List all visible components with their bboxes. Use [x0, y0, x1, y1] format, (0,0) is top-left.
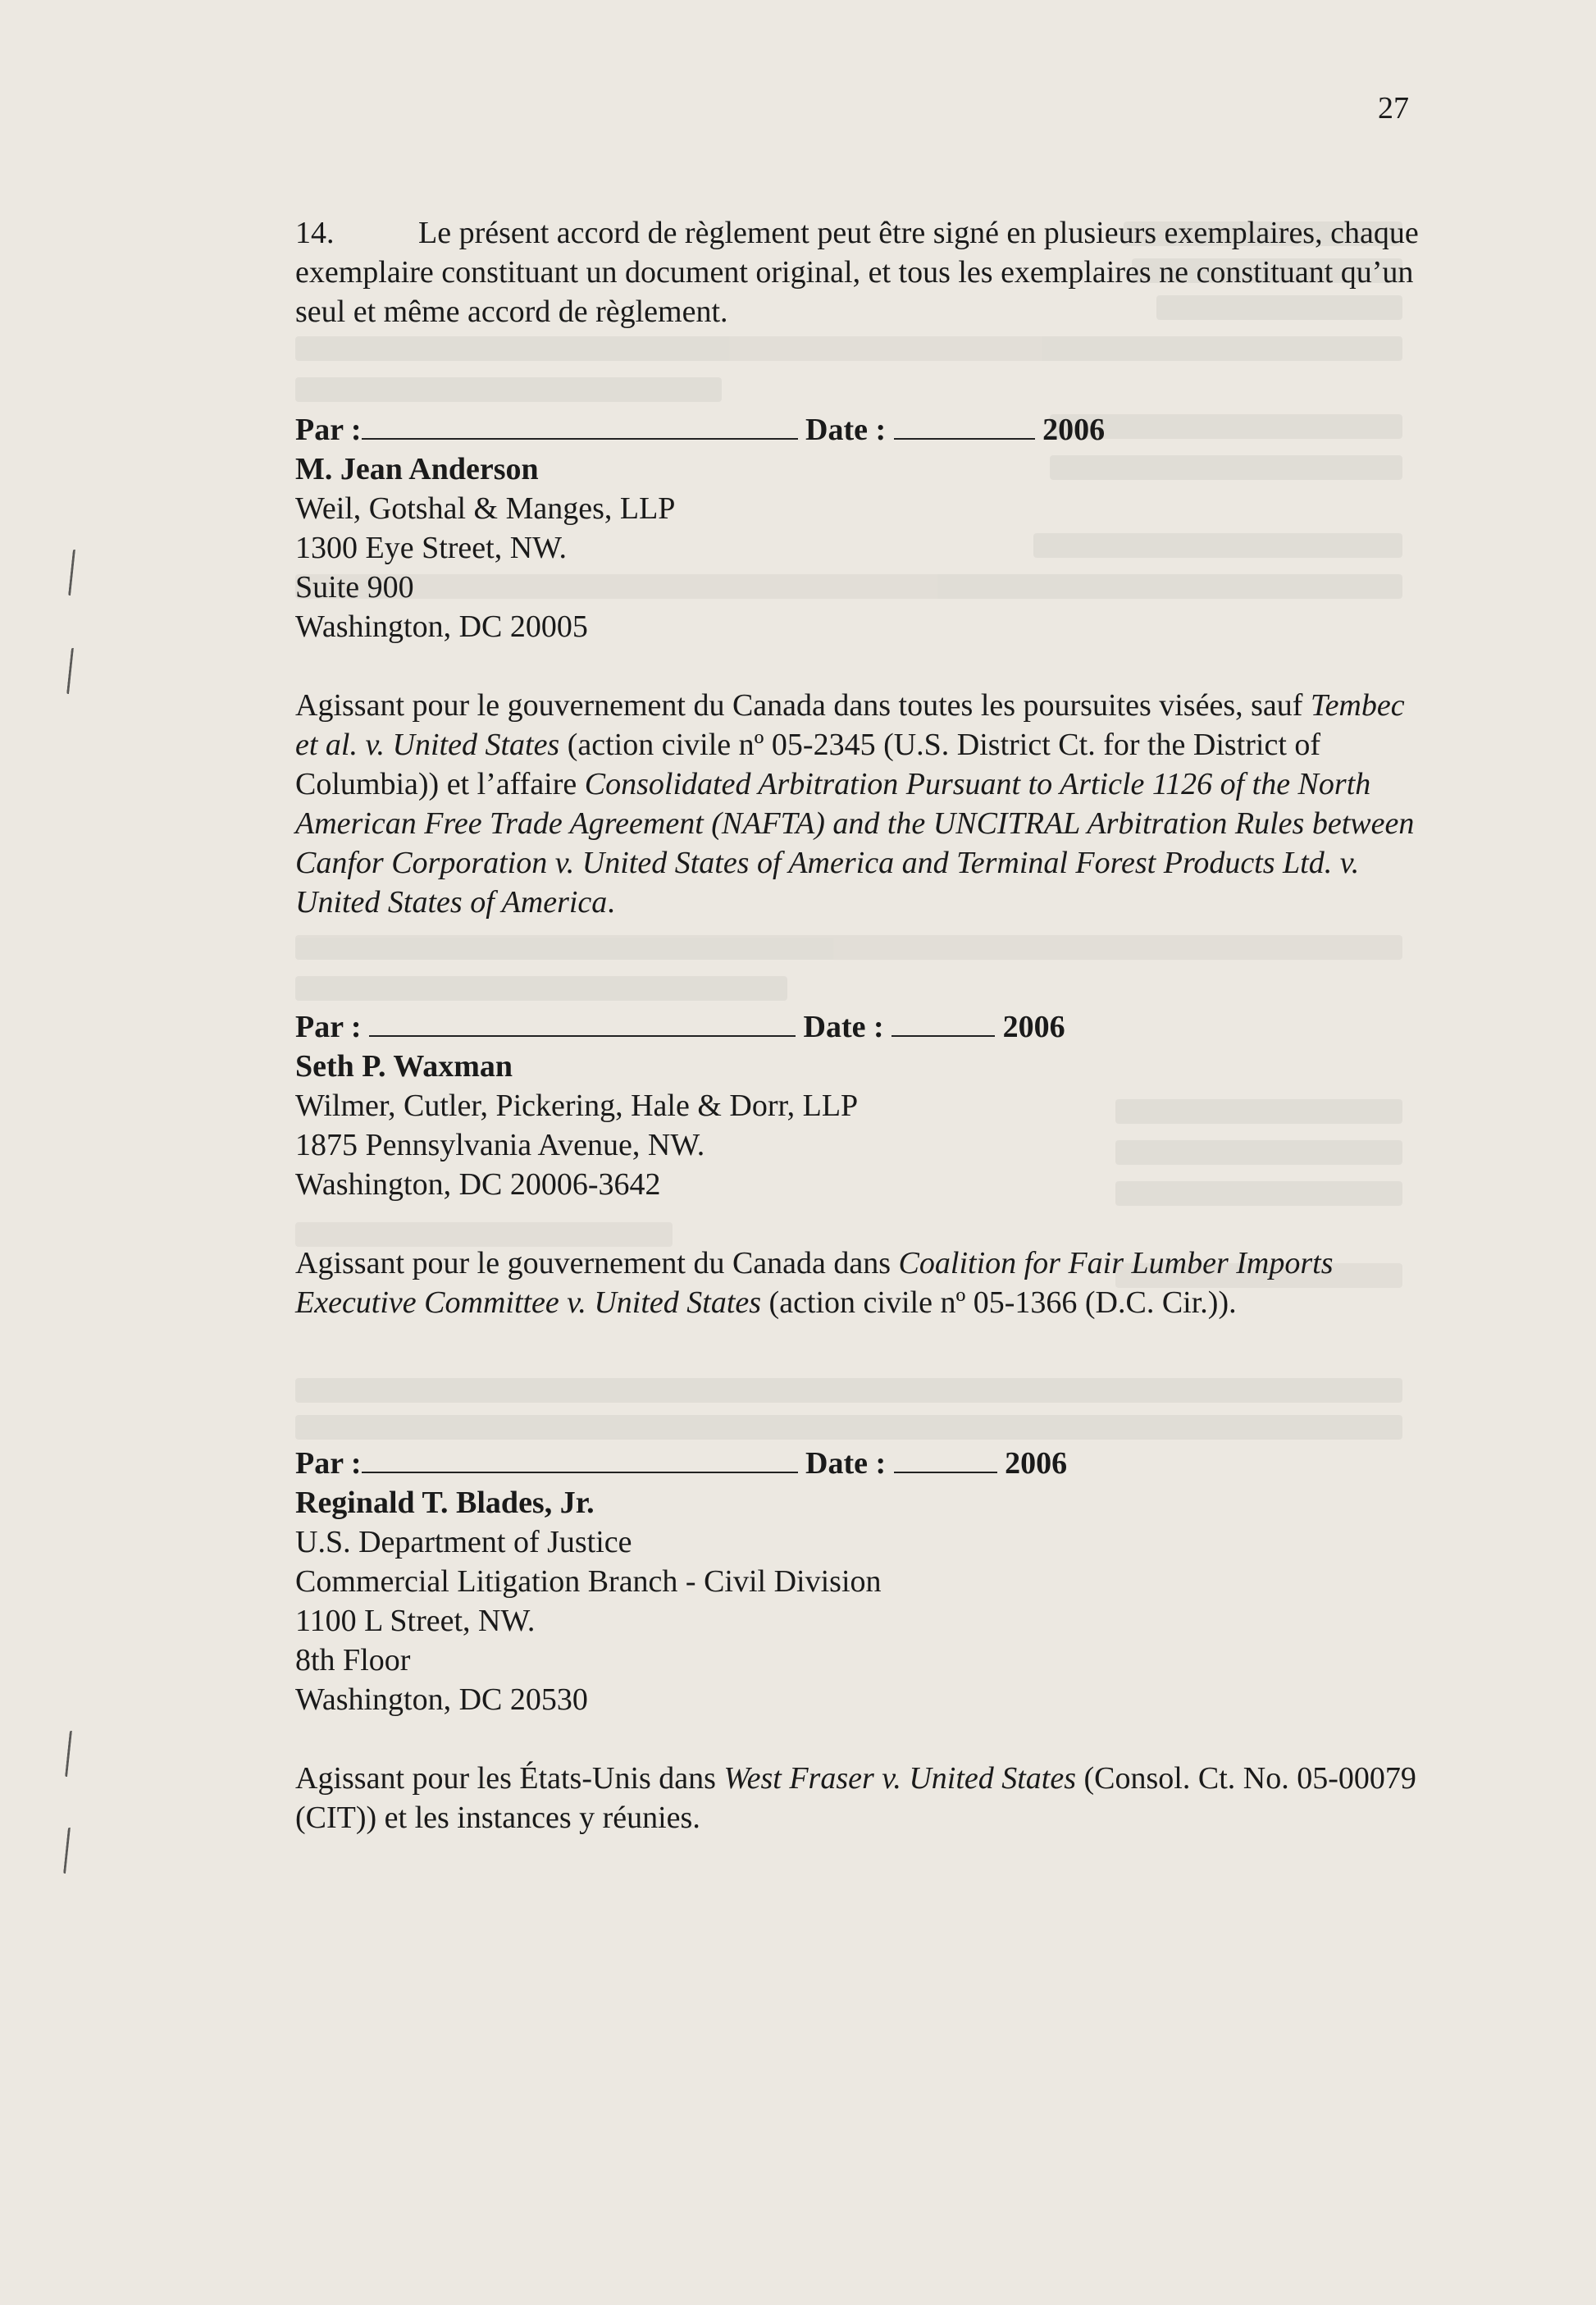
- page-number: 27: [1378, 91, 1409, 126]
- signature-block-anderson: [295, 410, 1419, 922]
- signature-field[interactable]: [369, 1011, 796, 1037]
- signature-line: [295, 1444, 1419, 1483]
- signatory-name: Seth P. Waxman: [295, 1049, 513, 1084]
- signature-line: [295, 1007, 1419, 1047]
- address-line: 1300 Eye Street, NW.: [295, 531, 568, 565]
- signatory-name: M. Jean Anderson: [295, 452, 539, 486]
- address-line: 8th Floor: [295, 1643, 411, 1677]
- date-label: Date :: [805, 413, 887, 447]
- acting-for-text: Agissant pour le gouvernement du Canada dans toutes les poursuites visées, sauf Tembec et al. v. United States (action civile nº 05-2345 (U.S. District Ct. for the District of Columbia)) et l’affaire Consolidated Arbitration Pursuant to Article 1126 of the North American Free Trade Agreement (NAFTA) and the UNCITRAL Arbitration Rules between Canfor Corporation v. United States of America and Terminal Forest Products Ltd. v. United States of America.: [295, 688, 1415, 920]
- case-name: Consolidated Arbitration Pursuant to Article 1126 of the North American Free Trade Agreement (NAFTA) and the UNCITRAL Arbitration Rules between Canfor Corporation v. United States of America and Terminal Forest Products Ltd. v. United States of America: [295, 767, 1415, 920]
- address-line: 1100 L Street, NW.: [295, 1604, 536, 1638]
- date-year: 2006: [1042, 413, 1106, 447]
- date-year: 2006: [1005, 1446, 1068, 1481]
- margin-mark: [68, 550, 79, 596]
- address-line: Weil, Gotshal & Manges, LLP: [295, 491, 676, 526]
- address-line: Suite 900: [295, 570, 414, 605]
- signature-block-waxman: [295, 1007, 1419, 1322]
- signature-line: [295, 410, 1419, 450]
- case-name: West Fraser v. United States: [723, 1761, 1077, 1796]
- paragraph-14: [295, 213, 1419, 331]
- date-field[interactable]: [894, 413, 1035, 440]
- date-field[interactable]: [894, 1447, 997, 1473]
- par-label: Par :: [295, 1010, 362, 1044]
- acting-for-text: Agissant pour le gouvernement du Canada dans Coalition for Fair Lumber Imports Executive Committee v. United States (action civile nº 05-1366 (D.C. Cir.)).: [295, 1246, 1334, 1320]
- paragraph-text: Le présent accord de règlement peut être signé en plusieurs exemplaires, chaque exemplaire constituant un document original, et tous les exemplaires ne constituant qu’un seul et même accord de règlement.: [295, 216, 1419, 329]
- date-label: Date :: [805, 1446, 887, 1481]
- address-line: Washington, DC 20005: [295, 609, 588, 644]
- signature-field[interactable]: [362, 1447, 798, 1473]
- address-line: Commercial Litigation Branch - Civil Division: [295, 1564, 882, 1599]
- address-line: Washington, DC 20530: [295, 1682, 588, 1717]
- date-year: 2006: [1002, 1010, 1065, 1044]
- margin-mark: [65, 1731, 75, 1777]
- par-label: Par :: [295, 413, 362, 447]
- margin-mark: [66, 648, 77, 694]
- date-label: Date :: [803, 1010, 884, 1044]
- date-field[interactable]: [891, 1011, 995, 1037]
- acting-for-text: Agissant pour les États-Unis dans West Fraser v. United States (Consol. Ct. No. 05-00079 (CIT)) et les instances y réunies.: [295, 1761, 1416, 1835]
- address-line: 1875 Pennsylvania Avenue, NW.: [295, 1128, 705, 1162]
- signatory-name: Reginald T. Blades, Jr.: [295, 1486, 595, 1520]
- address-line: Washington, DC 20006-3642: [295, 1167, 661, 1202]
- case-name: Coalition for Fair Lumber Imports Executive Committee v. United States: [295, 1246, 1334, 1320]
- address-line: U.S. Department of Justice: [295, 1525, 632, 1559]
- signature-field[interactable]: [362, 413, 798, 440]
- case-name: Tembec et al. v. United States: [295, 688, 1405, 762]
- margin-mark: [63, 1828, 74, 1874]
- paragraph-number: 14.: [295, 216, 335, 250]
- signature-block-blades: [295, 1444, 1419, 1837]
- address-line: Wilmer, Cutler, Pickering, Hale & Dorr, LLP: [295, 1089, 859, 1123]
- par-label: Par :: [295, 1446, 362, 1481]
